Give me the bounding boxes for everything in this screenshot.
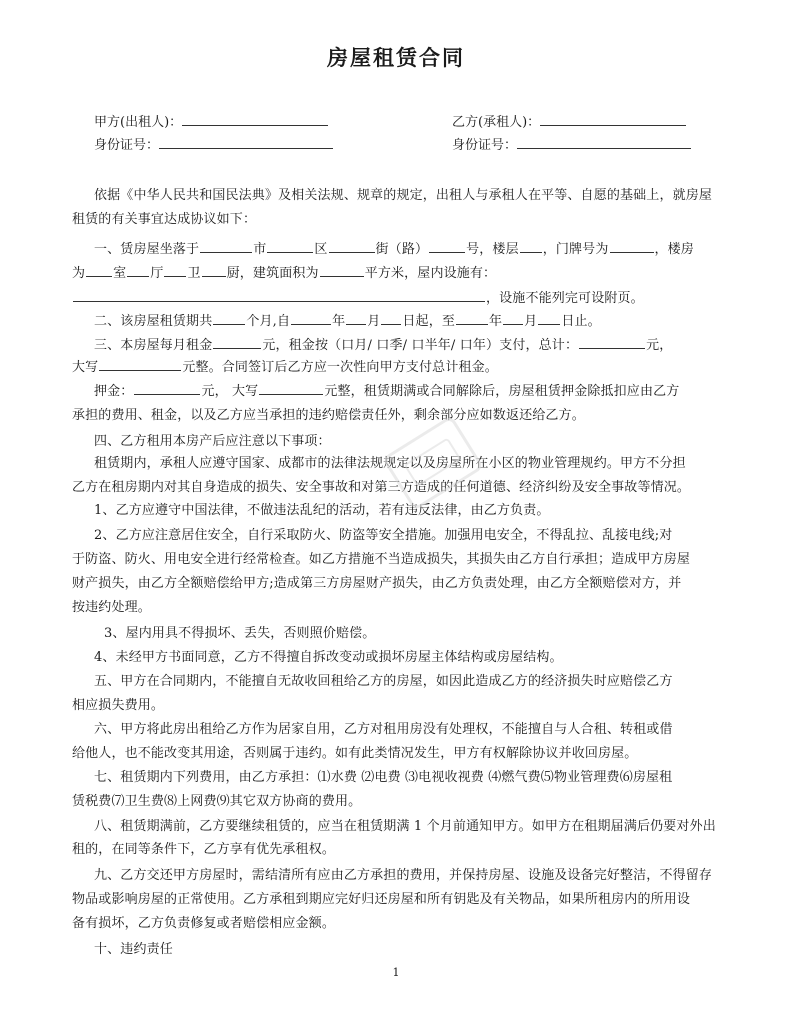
line-text: 卫 (187, 266, 201, 281)
line-text: ，设施不能列完可设附页。 (486, 291, 644, 306)
line-text: 押金： (94, 384, 134, 399)
line-text: 号，楼层 (466, 242, 519, 257)
contract-line (94, 310, 724, 329)
fill-in-blank (329, 240, 375, 253)
contract-line: 给他人，也不能改变其用途，否则属于违约。如有此类情况发生，甲方有权解除协议并收回房屋。 (72, 746, 638, 761)
fill-in-blank (134, 382, 200, 395)
page-number: 1 (392, 966, 400, 979)
contract-line (72, 287, 724, 306)
contract-line (94, 380, 724, 399)
contract-line: 八、租赁期满前，乙方要继续租赁的，应当在租赁期满 1 个月前通知甲方。如甲方在租期届满后仍要对外出 (94, 819, 716, 834)
fill-in-blank (213, 336, 261, 349)
party-a-id-label: 身份证号： (94, 138, 160, 153)
fill-in-blank (164, 264, 186, 277)
fill-in-blank (503, 312, 523, 325)
contract-line: 六、甲方将此房出租给乙方作为居家自用，乙方对租用房没有处理权，不能擅自与人合租、转租或借 (94, 722, 673, 737)
line-text: 个月,自 (246, 314, 291, 329)
contract-line: 九、乙方交还甲方房屋时，需结清所有应由乙方承担的费用，并保持房屋、设施及设备完好整洁，不得留存 (94, 868, 713, 883)
fill-in-blank (610, 240, 654, 253)
line-text: ，楼房 (654, 242, 694, 257)
contract-line (72, 356, 724, 375)
fill-in-blank (320, 264, 364, 277)
contract-line: 1、乙方应遵守中国法律，不做违法乱纪的活动，若有违反法律，由乙方负责。 (94, 503, 550, 518)
party-b-name (452, 111, 686, 130)
contract-line: 相应损失费用。 (72, 698, 165, 713)
line-text: 元，租金按（口月/ 口季/ 口半年/ 口年）支付，总计： (262, 338, 579, 353)
contract-line: 租赁期内，承租人应遵守国家、成都市的法律法规规定以及房屋所在小区的物业管理规约。甲方不分担 (94, 456, 686, 471)
contract-line: 备有损坏，乙方负责修复或者赔偿相应金额。 (72, 916, 336, 931)
line-text: 一、赁房屋坐落于 (94, 242, 200, 257)
fill-in-blank (86, 264, 112, 277)
fill-in-blank (291, 312, 331, 325)
document-title: 房屋租赁合同 (327, 46, 465, 70)
fill-in-blank (99, 358, 181, 371)
line-text: 室 (113, 266, 127, 281)
line-text: 日起，至 (402, 314, 456, 329)
party-a-id-blank (159, 135, 333, 149)
fill-in-blank (538, 312, 560, 325)
line-text: 厨，建筑面积为 (226, 266, 319, 281)
line-text: 元整。合同签订后乙方应一次性向甲方支付总计租金。 (182, 360, 498, 375)
party-b-id-blank (517, 135, 691, 149)
contract-line: 赁税费⑺卫生费⑻上网费⑼其它双方协商的费用。 (72, 794, 362, 809)
contract-line: 十、违约责任 (94, 942, 173, 957)
party-a-id (94, 134, 333, 153)
contract-line: 3、屋内用具不得损坏、丢失，否则照价赔偿。 (104, 626, 376, 641)
line-text: 区 (314, 242, 328, 257)
party-b-id-label: 身份证号： (452, 138, 518, 153)
line-text: 为 (72, 266, 86, 281)
line-text: ，门牌号为 (542, 242, 609, 257)
contract-line: 租赁的有关事宜达成协议如下： (72, 212, 257, 227)
line-text: 日止。 (561, 314, 601, 329)
line-text: 厅 (150, 266, 164, 281)
contract-line: 按违约处理。 (72, 600, 151, 615)
contract-line: 4、未经甲方书面同意，乙方不得擅自拆改变动或损坏房屋主体结构或房屋结构。 (94, 650, 563, 665)
contract-line: 租的，在同等条件下，乙方享有优先承租权。 (72, 842, 336, 857)
line-text: 街（路） (375, 242, 429, 257)
line-text: 年 (332, 314, 346, 329)
fill-in-blank (127, 264, 149, 277)
contract-line: 乙方在租房期内对其自身造成的损失、安全事故和对第三方造成的任何道德、经济纠纷及安全事故等情况。 (72, 480, 691, 495)
contract-line (94, 238, 724, 257)
fill-in-blank (456, 312, 488, 325)
contract-line: 四、乙方租用本房产后应注意以下事项： (94, 434, 331, 449)
party-b-name-blank (540, 112, 686, 126)
fill-in-blank (200, 240, 252, 253)
contract-line (72, 262, 724, 281)
contract-line (94, 334, 724, 353)
contract-line: 于防盗、防火、用电安全进行经常检查。如乙方措施不当造成损失，其损失由乙方自行承担；造成甲方房屋 (72, 552, 691, 567)
line-text: 平方米，屋内设施有： (364, 266, 497, 281)
contract-line: 七、租赁期内下列费用，由乙方承担：⑴水费 ⑵电费 ⑶电视收视费 ⑷燃气费⑸物业管理费⑹房屋租 (94, 770, 673, 785)
fill-in-blank (202, 264, 226, 277)
line-text: 年 (489, 314, 503, 329)
party-b-label: 乙方(承租人)： (452, 115, 541, 130)
fill-in-blank (520, 240, 542, 253)
contract-line: 依据《中华人民共和国民法典》及相关法规、规章的规定，出租人与承租人在平等、自愿的基础上，就房屋 (94, 188, 713, 203)
line-text: 元， (646, 338, 673, 353)
fill-in-blank (381, 312, 401, 325)
fill-in-blank (213, 312, 245, 325)
party-a-name (94, 111, 328, 130)
line-text: 元， 大写 (201, 384, 259, 399)
party-a-label: 甲方(出租人)： (94, 115, 183, 130)
fill-in-blank (346, 312, 366, 325)
line-text: 月 (367, 314, 381, 329)
line-text: 二、该房屋租赁期共 (94, 314, 213, 329)
contract-line: 2、乙方应注意居住安全，自行采取防火、防盗等安全措施。加强用电安全，不得乱拉、乱接电线;对 (94, 528, 673, 543)
fill-in-blank (73, 289, 485, 302)
line-text: 大写 (72, 360, 99, 375)
party-a-name-blank (182, 112, 328, 126)
contract-line: 五、甲方在合同期内，不能擅自无故收回租给乙方的房屋，如因此造成乙方的经济损失时应赔偿乙方 (94, 674, 673, 689)
fill-in-blank (429, 240, 465, 253)
fill-in-blank (259, 382, 323, 395)
party-b-id (452, 134, 691, 153)
line-text: 元整，租赁期满或合同解除后，房屋租赁押金除抵扣应由乙方 (324, 384, 680, 399)
contract-line: 承担的费用、租金，以及乙方应当承担的违约赔偿责任外，剩余部分应如数返还给乙方。 (72, 408, 585, 423)
line-text: 三、本房屋每月租金 (94, 338, 213, 353)
contract-line: 物品或影响房屋的正常使用。乙方承租到期应完好归还房屋和所有钥匙及有关物品，如果所租房内的所用设 (72, 892, 691, 907)
line-text: 月 (524, 314, 538, 329)
contract-line: 财产损失，由乙方全额赔偿给甲方;造成第三方房屋财产损失，由乙方负责处理，由乙方全额赔偿对方，并 (72, 576, 682, 591)
line-text: 市 (253, 242, 267, 257)
fill-in-blank (579, 336, 645, 349)
fill-in-blank (267, 240, 313, 253)
